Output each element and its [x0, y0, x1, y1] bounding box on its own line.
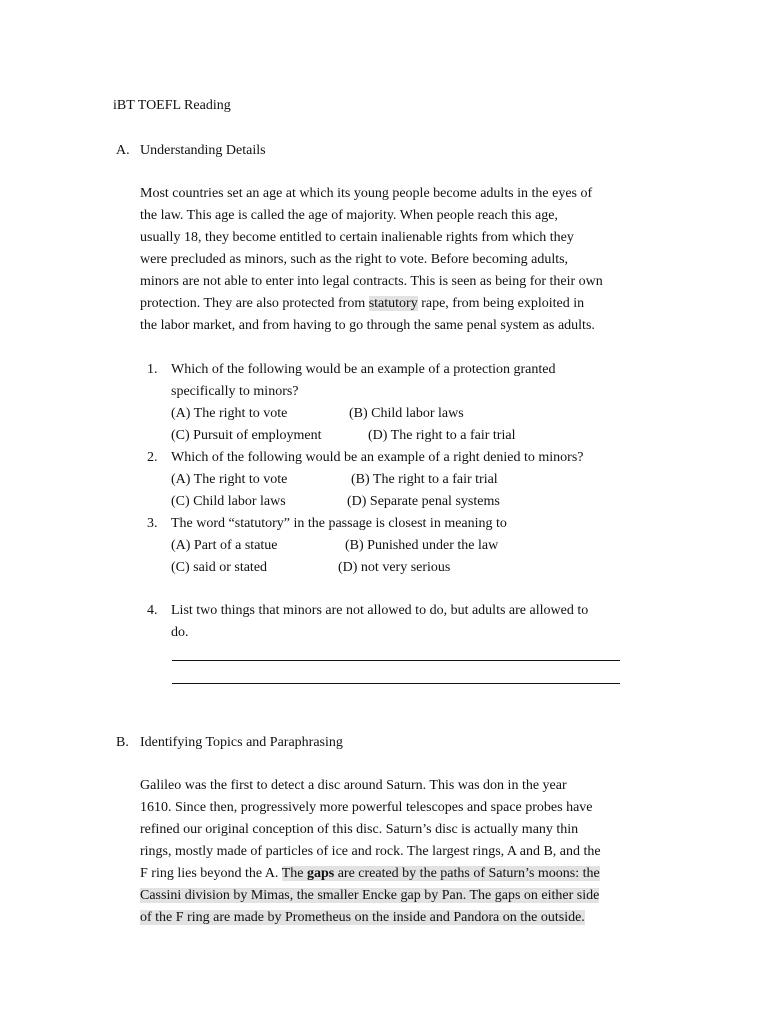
passage-a-line: usually 18, they become entitled to certain inalienable rights from which they	[140, 230, 574, 245]
passage-text: rape, from being exploited in	[417, 296, 585, 311]
passage-a-line: the labor market, and from having to go through the same penal system as adults.	[140, 318, 595, 333]
question-number: 1.	[147, 362, 158, 377]
question-text: do.	[171, 625, 189, 640]
option-d: (D) Separate penal systems	[347, 494, 500, 509]
passage-a-line	[140, 295, 584, 313]
option-b: (B) The right to a fair trial	[351, 472, 498, 487]
highlighted-passage	[282, 866, 600, 881]
passage-text: protection. They are also protected from	[140, 296, 369, 311]
answer-line[interactable]	[172, 683, 620, 684]
option-c: (C) Pursuit of employment	[171, 428, 322, 443]
option-b: (B) Child labor laws	[349, 406, 464, 421]
passage-text: F ring lies beyond the A.	[140, 866, 282, 881]
document-title: iBT TOEFL Reading	[113, 98, 231, 113]
answer-line[interactable]	[172, 660, 620, 661]
question-text: Which of the following would be an example of a right denied to minors?	[171, 450, 584, 465]
section-a-marker: A.	[116, 143, 130, 158]
highlighted-passage: of the F ring are made by Prometheus on the inside and Pandora on the outside.	[140, 910, 585, 925]
passage-a-line: Most countries set an age at which its young people become adults in the eyes of	[140, 186, 593, 201]
bold-word-gaps: gaps	[306, 866, 335, 881]
passage-a-line: minors are not able to enter into legal contracts. This is seen as being for their own	[140, 274, 603, 289]
passage-b-line: Galileo was the first to detect a disc around Saturn. This was don in the year	[140, 778, 567, 793]
passage-b-line: refined our original conception of this disc. Saturn’s disc is actually many thin	[140, 822, 579, 837]
option-a: (A) The right to vote	[171, 472, 288, 487]
option-b: (B) Punished under the law	[345, 538, 499, 553]
question-number: 2.	[147, 450, 158, 465]
option-c: (C) Child labor laws	[171, 494, 286, 509]
section-b-marker: B.	[116, 735, 129, 750]
section-a-heading: Understanding Details	[140, 143, 266, 158]
passage-text: are created by the paths of Saturn’s moons: the	[334, 866, 600, 881]
highlighted-passage: Cassini division by Mimas, the smaller Encke gap by Pan. The gaps on either side	[140, 888, 600, 903]
option-d: (D) The right to a fair trial	[368, 428, 516, 443]
question-text: Which of the following would be an example of a protection granted	[171, 362, 556, 377]
option-a: (A) The right to vote	[171, 406, 288, 421]
highlighted-word-statutory: statutory	[368, 296, 418, 311]
passage-b-line	[140, 865, 600, 883]
passage-b-line: 1610. Since then, progressively more powerful telescopes and space probes have	[140, 800, 593, 815]
option-c: (C) said or stated	[171, 560, 268, 575]
question-text: List two things that minors are not allowed to do, but adults are allowed to	[171, 603, 589, 618]
section-b-heading: Identifying Topics and Paraphrasing	[140, 735, 343, 750]
passage-b-line	[140, 887, 599, 905]
question-number: 3.	[147, 516, 158, 531]
passage-text: The	[281, 866, 307, 881]
question-text: specifically to minors?	[171, 384, 299, 399]
question-number: 4.	[147, 603, 158, 618]
passage-b-line	[140, 909, 585, 927]
passage-a-line: the law. This age is called the age of majority. When people reach this age,	[140, 208, 558, 223]
passage-a-line: were precluded as minors, such as the right to vote. Before becoming adults,	[140, 252, 569, 267]
question-text: The word “statutory” in the passage is closest in meaning to	[171, 516, 507, 531]
option-a: (A) Part of a statue	[171, 538, 278, 553]
passage-b-line: rings, mostly made of particles of ice and rock. The largest rings, A and B, and the	[140, 844, 601, 859]
option-d: (D) not very serious	[338, 560, 451, 575]
